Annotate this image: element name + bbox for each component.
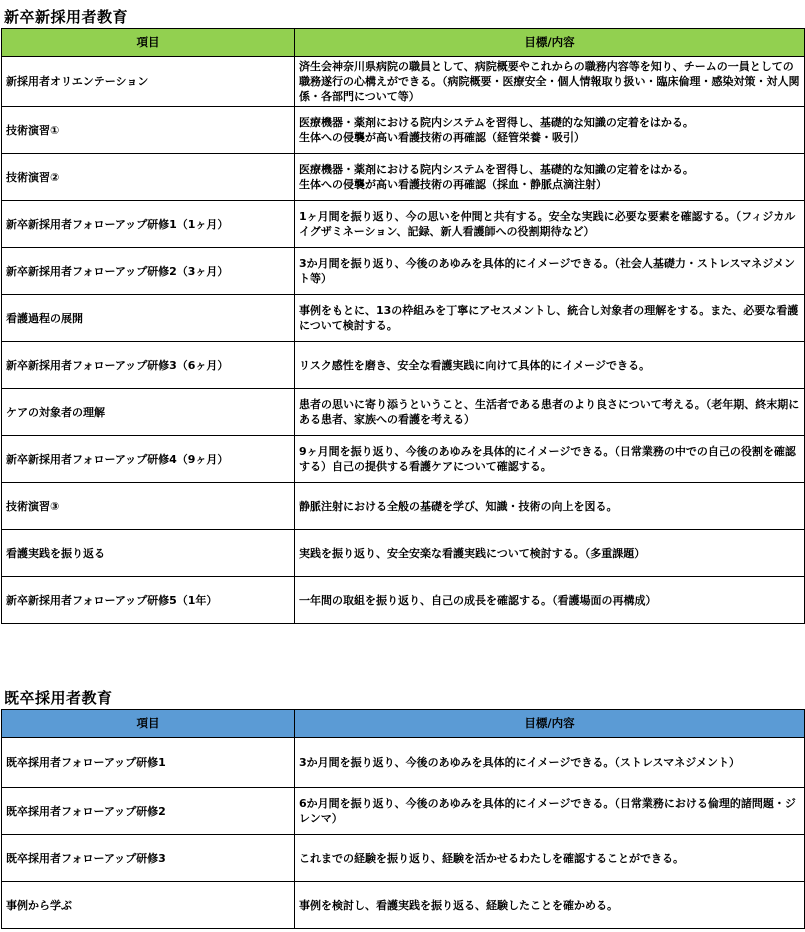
table-row	[2, 389, 805, 436]
row-goal-cell: 医療機器・薬剤における院内システムを習得し、基礎的な知識の定着をはかる。 生体への侵襲が高い看護技術の再確認（採血・静脈点滴注射）	[295, 154, 805, 201]
table-row	[2, 835, 805, 882]
row-goal-cell: 一年間の取組を振り返り、自己の成長を確認する。（看護場面の再構成）	[295, 577, 805, 624]
row-goal-cell: 医療機器・薬剤における院内システムを習得し、基礎的な知識の定着をはかる。 生体への侵襲が高い看護技術の再確認（経管栄養・吸引）	[295, 107, 805, 154]
row-item-cell: 既卒採用者フォローアップ研修2	[2, 788, 295, 835]
new-grad-table	[1, 28, 805, 624]
row-goal-cell: 実践を振り返り、安全安楽な看護実践について検討する。（多重課題）	[295, 530, 805, 577]
row-item-cell: 事例から学ぶ	[2, 882, 295, 929]
column-header-item: 項目	[2, 710, 295, 738]
row-goal-cell: 済生会神奈川県病院の職員として、病院概要やこれからの職務内容等を知り、チームの一員としての職務遂行の心構えができる。（病院概要・医療安全・個人情報取り扱い・臨床倫理・感染対策・対人関係・各部門について等）	[295, 57, 805, 107]
row-item-cell: 既卒採用者フォローアップ研修1	[2, 738, 295, 788]
row-goal-cell: 1ヶ月間を振り返り、今の思いを仲間と共有する。安全な実践に必要な要素を確認する。（フィジカルイグザミネーション、記録、新人看護師への役割期待など）	[295, 201, 805, 248]
row-item-cell: 新卒新採用者フォローアップ研修3（6ヶ月）	[2, 342, 295, 389]
row-item-cell: 看護実践を振り返る	[2, 530, 295, 577]
table-row	[2, 483, 805, 530]
table-row	[2, 295, 805, 342]
column-header-item: 項目	[2, 29, 295, 57]
row-item-cell: 技術演習①	[2, 107, 295, 154]
row-item-cell: ケアの対象者の理解	[2, 389, 295, 436]
row-goal-cell: 9ヶ月間を振り返り、今後のあゆみを具体的にイメージできる。（日常業務の中での自己の役割を確認する）自己の提供する看護ケアについて確認する。	[295, 436, 805, 483]
row-goal-cell: 3か月間を振り返り、今後のあゆみを具体的にイメージできる。（社会人基礎力・ストレスマネジメント等）	[295, 248, 805, 295]
row-goal-cell: これまでの経験を振り返り、経験を活かせるわたしを確認することができる。	[295, 835, 805, 882]
row-goal-cell: 患者の思いに寄り添うということ、生活者である患者のより良さについて考える。（老年期、終末期にある患者、家族への看護を考える）	[295, 389, 805, 436]
row-item-cell: 新卒新採用者フォローアップ研修5（1年）	[2, 577, 295, 624]
experienced-table	[1, 709, 805, 929]
row-goal-cell: リスク感性を磨き、安全な看護実践に向けて具体的にイメージできる。	[295, 342, 805, 389]
row-item-cell: 技術演習③	[2, 483, 295, 530]
table-row	[2, 577, 805, 624]
row-goal-cell: 事例をもとに、13の枠組みを丁寧にアセスメントし、統合し対象者の理解をする。また、必要な看護について検討する。	[295, 295, 805, 342]
new-grad-section-title: 新卒新採用者教育	[4, 8, 129, 26]
row-item-cell: 新卒新採用者フォローアップ研修4（9ヶ月）	[2, 436, 295, 483]
row-item-cell: 新採用者オリエンテーション	[2, 57, 295, 107]
row-goal-cell: 静脈注射における全般の基礎を学び、知識・技術の向上を図る。	[295, 483, 805, 530]
column-header-goal: 目標/内容	[295, 710, 805, 738]
table-row	[2, 882, 805, 929]
row-goal-cell: 3か月間を振り返り、今後のあゆみを具体的にイメージできる。（ストレスマネジメント）	[295, 738, 805, 788]
column-header-goal: 目標/内容	[295, 29, 805, 57]
table-row	[2, 530, 805, 577]
row-goal-cell: 6か月間を振り返り、今後のあゆみを具体的にイメージできる。（日常業務における倫理的諸問題・ジレンマ）	[295, 788, 805, 835]
table-row	[2, 436, 805, 483]
row-item-cell: 新卒新採用者フォローアップ研修1（1ヶ月）	[2, 201, 295, 248]
table-header-row	[2, 710, 805, 738]
table-row	[2, 788, 805, 835]
row-goal-cell: 事例を検討し、看護実践を振り返る、経験したことを確かめる。	[295, 882, 805, 929]
experienced-section-title: 既卒採用者教育	[4, 689, 113, 707]
row-item-cell: 技術演習②	[2, 154, 295, 201]
table-row	[2, 57, 805, 107]
row-item-cell: 新卒新採用者フォローアップ研修2（3ヶ月）	[2, 248, 295, 295]
row-item-cell: 看護過程の展開	[2, 295, 295, 342]
table-row	[2, 201, 805, 248]
table-row	[2, 248, 805, 295]
table-header-row	[2, 29, 805, 57]
table-row	[2, 154, 805, 201]
table-row	[2, 107, 805, 154]
table-row	[2, 738, 805, 788]
table-row	[2, 342, 805, 389]
row-item-cell: 既卒採用者フォローアップ研修3	[2, 835, 295, 882]
